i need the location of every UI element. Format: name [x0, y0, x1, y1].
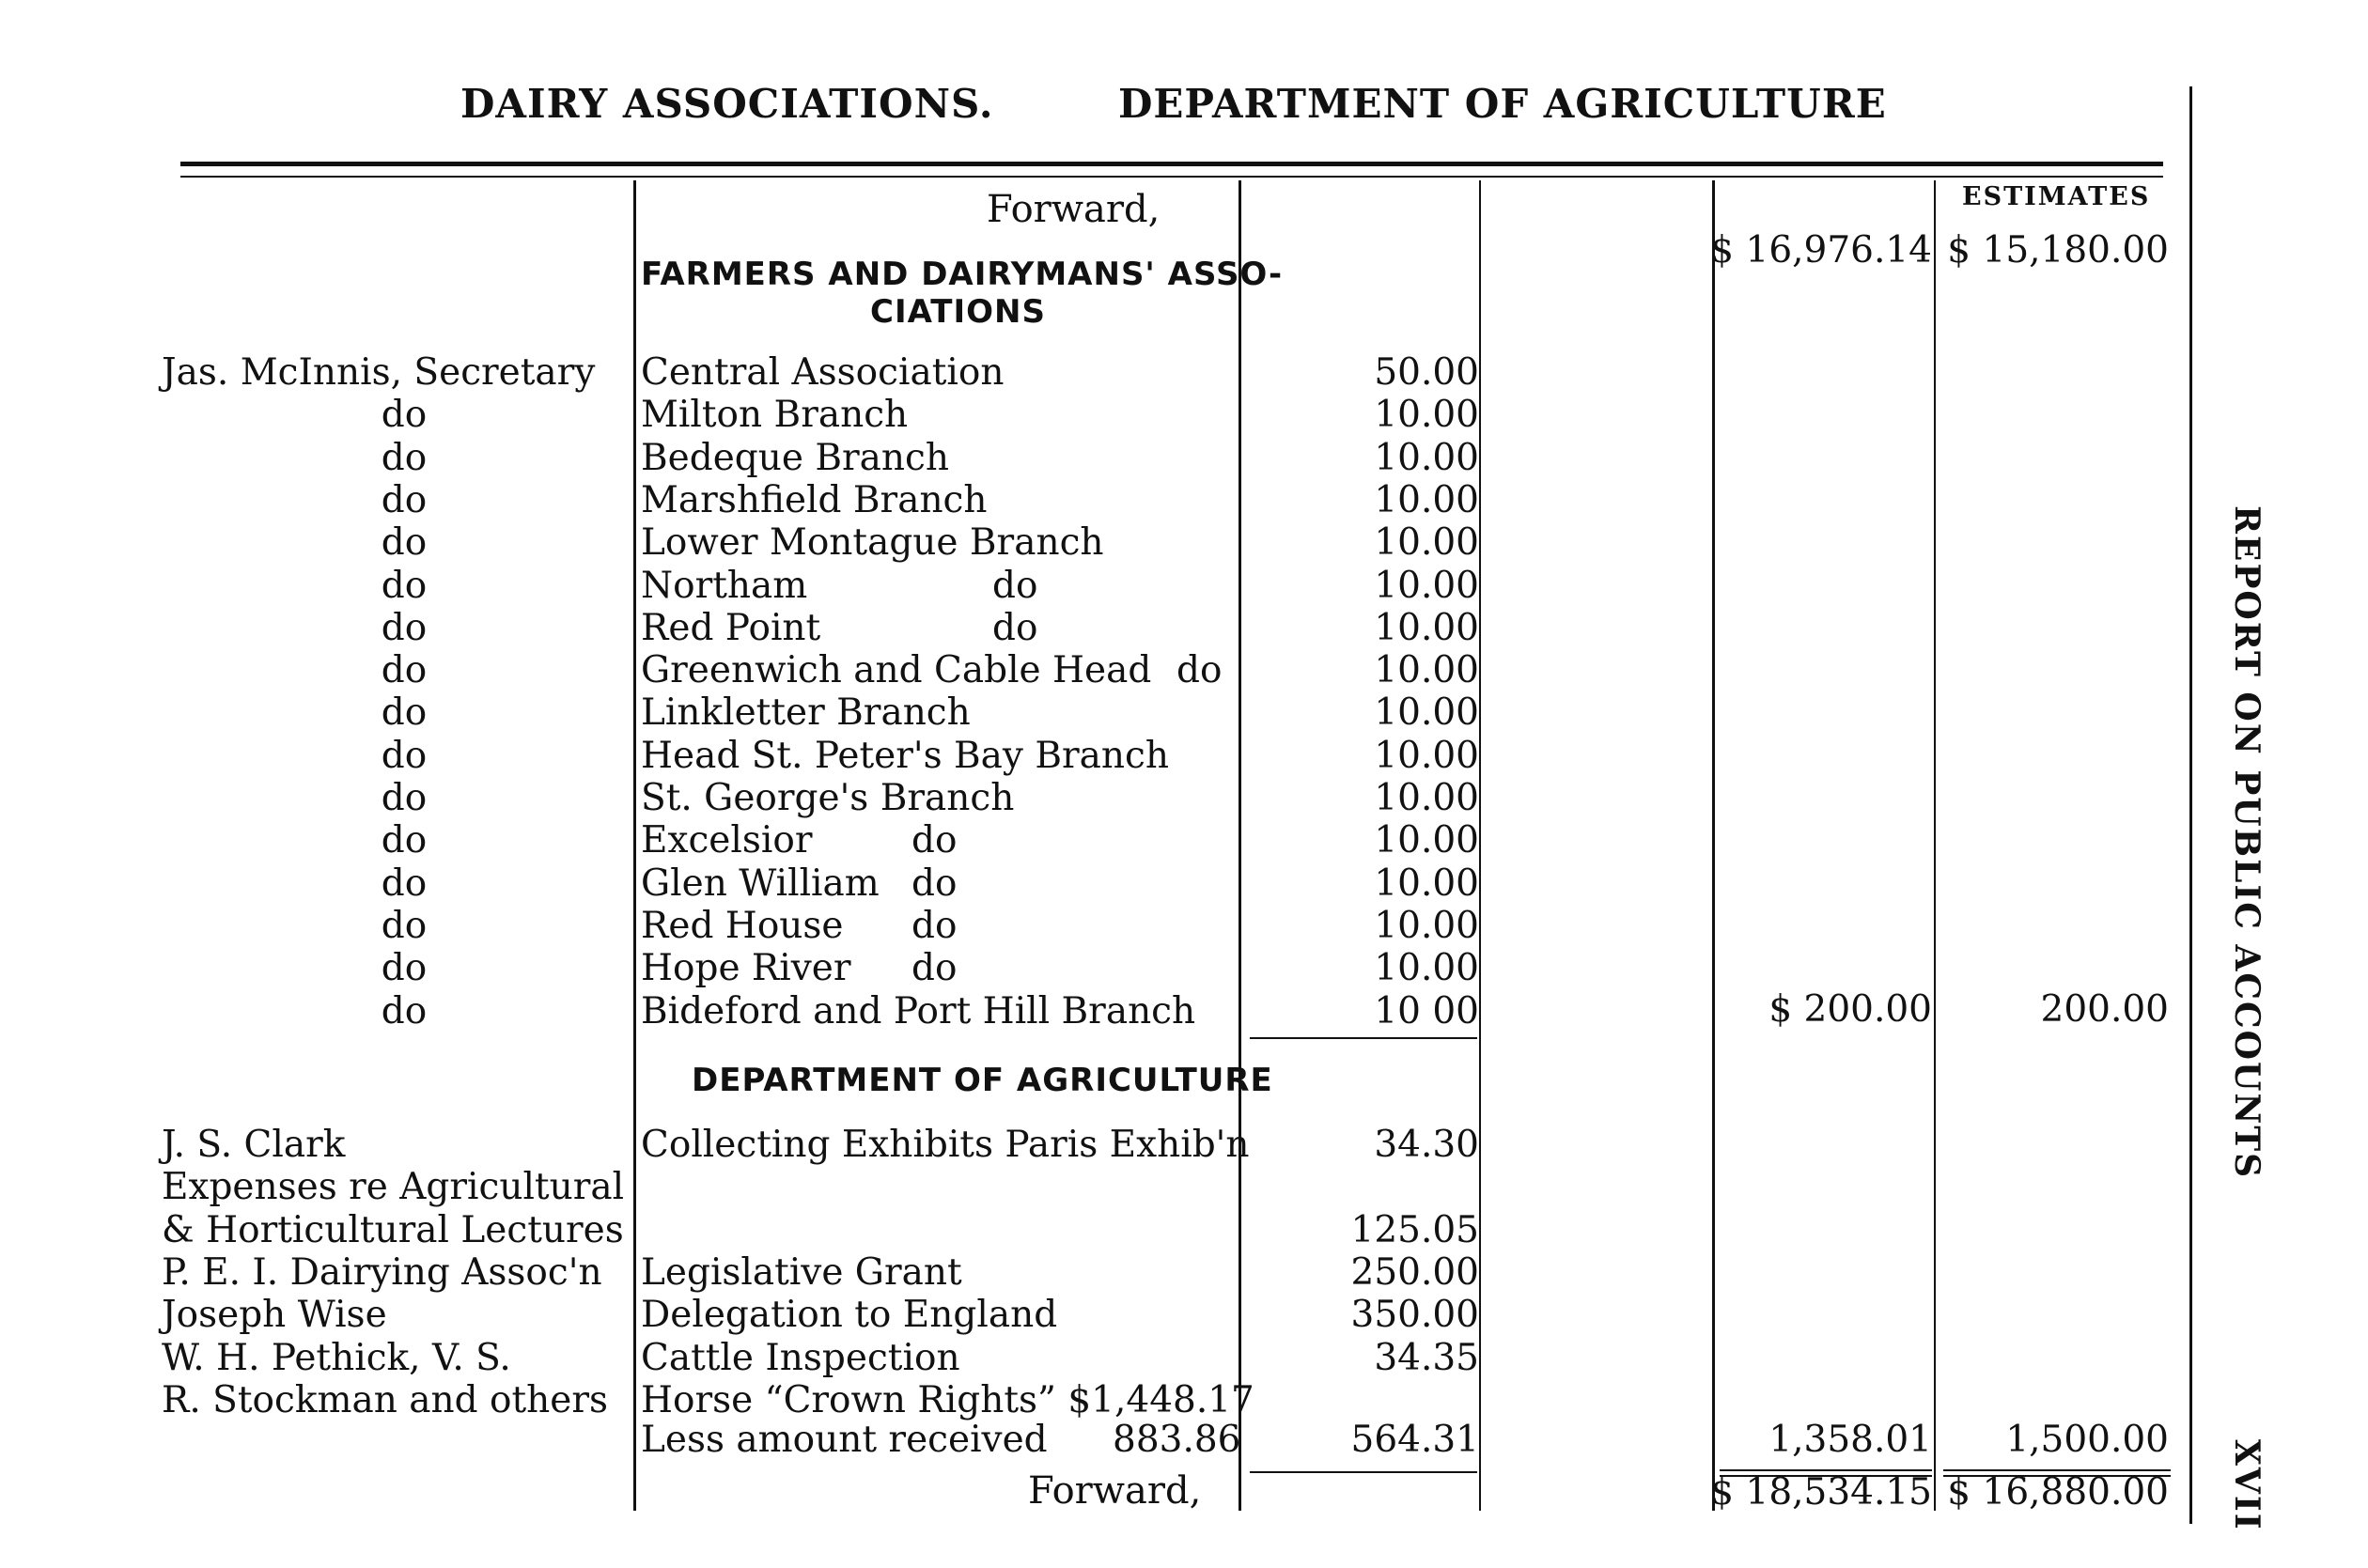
row-payee: do	[381, 819, 428, 862]
row-description: St. George's Branch	[641, 777, 1015, 819]
table-row	[0, 862, 2368, 905]
row-amount: 10.00	[1374, 947, 1479, 989]
section2-heading: DEPARTMENT OF AGRICULTURE	[692, 1062, 1273, 1099]
row-description: Head St. Peter's Bay Branch	[641, 735, 1169, 777]
row-amount: 125.05	[1350, 1209, 1479, 1251]
table-row	[0, 351, 2368, 394]
row-amount: 10 00	[1374, 990, 1479, 1032]
forward-top-label: Forward,	[987, 188, 1161, 231]
row-amount: 10.00	[1374, 905, 1479, 947]
forward-top-total: $ 16,976.14	[1710, 229, 1932, 272]
row-amount: 50.00	[1374, 351, 1479, 394]
row-description: Horse “Crown Rights” $1,448.17	[641, 1379, 1254, 1421]
row-description: Cattle Inspection	[641, 1337, 960, 1379]
table-row	[0, 437, 2368, 479]
row-payee: do	[381, 905, 428, 947]
row-ditto: do	[911, 819, 958, 862]
row-ditto: do	[1176, 649, 1223, 691]
side-vertical-title: REPORT ON PUBLIC ACCOUNTS	[2227, 505, 2267, 1180]
forward-bottom-estimate: $ 16,880.00	[1947, 1471, 2169, 1514]
row-payee: do	[381, 521, 428, 564]
table-row	[0, 819, 2368, 862]
forward-bottom-label: Forward,	[1028, 1469, 1202, 1513]
table-row	[0, 479, 2368, 521]
table-row	[0, 607, 2368, 649]
section1-heading-line1: FARMERS AND DAIRYMANS' ASSO-	[641, 256, 1284, 293]
row-amount: 10.00	[1374, 394, 1479, 436]
row-description: Linkletter Branch	[641, 691, 971, 734]
row-payee: do	[381, 437, 428, 479]
row-description: Delegation to England	[641, 1294, 1058, 1336]
table-row	[0, 394, 2368, 436]
table-row	[0, 565, 2368, 607]
table-row	[0, 521, 2368, 564]
row-description: Legislative Grant	[641, 1251, 962, 1294]
forward-top-estimate: $ 15,180.00	[1947, 229, 2169, 272]
row-amount: 10.00	[1374, 521, 1479, 564]
row-description: Collecting Exhibits Paris Exhib'n	[641, 1124, 1250, 1166]
header-right-title: DEPARTMENT OF AGRICULTURE	[1118, 81, 1887, 127]
row-payee: Joseph Wise	[162, 1294, 387, 1336]
row-amount: 34.35	[1374, 1337, 1479, 1379]
row-payee: do	[381, 735, 428, 777]
table-row	[0, 691, 2368, 734]
bottom-amount-rule	[1250, 1471, 1477, 1473]
less-row-value: 883.86	[1113, 1419, 1241, 1461]
row-payee: R. Stockman and others	[162, 1379, 608, 1421]
table-row	[0, 649, 2368, 691]
row-payee: J. S. Clark	[162, 1124, 346, 1166]
table-row	[0, 735, 2368, 777]
forward-bottom-total: $ 18,534.15	[1710, 1471, 1932, 1514]
row-description: Excelsior	[641, 819, 813, 862]
header-left-title: DAIRY ASSOCIATIONS.	[460, 81, 994, 127]
table-row	[0, 1209, 2368, 1251]
section1-sum-rule	[1250, 1037, 1477, 1039]
table-row	[0, 1294, 2368, 1336]
row-description: Bideford and Port Hill Branch	[641, 990, 1196, 1032]
row-amount: 10.00	[1374, 777, 1479, 819]
table-row	[0, 947, 2368, 989]
row-description: Hope River	[641, 947, 851, 989]
table-row	[0, 1251, 2368, 1294]
row-description: Lower Montague Branch	[641, 521, 1104, 564]
row-description: Marshfield Branch	[641, 479, 988, 521]
row-description: Glen William	[641, 862, 880, 905]
table-row	[0, 777, 2368, 819]
section1-heading-line2: CIATIONS	[870, 293, 1046, 331]
row-payee: do	[381, 479, 428, 521]
row-payee: do	[381, 777, 428, 819]
row-amount: 10.00	[1374, 819, 1479, 862]
row-amount: 10.00	[1374, 862, 1479, 905]
row-amount: 10.00	[1374, 565, 1479, 607]
row-amount: 10.00	[1374, 607, 1479, 649]
less-row-desc: Less amount received	[641, 1419, 1048, 1461]
row-payee: Expenses re Agricultural	[162, 1166, 625, 1208]
section2-estimate: 1,500.00	[2005, 1419, 2169, 1461]
row-ditto: do	[911, 862, 958, 905]
row-amount: 10.00	[1374, 735, 1479, 777]
section1-estimate: 200.00	[2040, 988, 2169, 1031]
row-ditto: do	[911, 905, 958, 947]
row-payee: do	[381, 607, 428, 649]
row-payee: do	[381, 565, 428, 607]
side-page-number: XVII	[2227, 1439, 2267, 1531]
section1-total: $ 200.00	[1768, 988, 1932, 1031]
table-row	[0, 1124, 2368, 1166]
row-payee: W. H. Pethick, V. S.	[162, 1337, 511, 1379]
row-description: Central Association	[641, 351, 1005, 394]
row-payee: do	[381, 691, 428, 734]
row-amount: 350.00	[1350, 1294, 1479, 1336]
row-ditto: do	[992, 607, 1038, 649]
row-amount: 10.00	[1374, 479, 1479, 521]
table-row	[0, 990, 2368, 1032]
table-row	[0, 1166, 2368, 1208]
row-description: Red House	[641, 905, 844, 947]
row-payee: do	[381, 990, 428, 1032]
row-description: Milton Branch	[641, 394, 909, 436]
row-ditto: do	[992, 565, 1038, 607]
row-amount: 10.00	[1374, 649, 1479, 691]
top-rule-thin	[180, 176, 2163, 178]
estimates-label: ESTIMATES	[1962, 182, 2151, 211]
section2-total: 1,358.01	[1768, 1419, 1932, 1461]
row-payee: do	[381, 394, 428, 436]
row-payee: & Horticultural Lectures	[162, 1209, 624, 1251]
top-rule-thick	[180, 162, 2163, 166]
table-row	[0, 1379, 2368, 1421]
row-amount: 34.30	[1374, 1124, 1479, 1166]
row-ditto: do	[911, 947, 958, 989]
row-description: Red Point	[641, 607, 821, 649]
less-row-amount: 564.31	[1350, 1419, 1479, 1461]
row-payee: do	[381, 649, 428, 691]
row-payee: Jas. McInnis, Secretary	[162, 351, 596, 394]
table-row	[0, 1337, 2368, 1379]
row-payee: P. E. I. Dairying Assoc'n	[162, 1251, 602, 1294]
row-description: Northam	[641, 565, 808, 607]
row-description: Greenwich and Cable Head	[641, 649, 1152, 691]
row-payee: do	[381, 947, 428, 989]
row-description: Bedeque Branch	[641, 437, 949, 479]
row-amount: 10.00	[1374, 437, 1479, 479]
table-row	[0, 905, 2368, 947]
row-amount: 10.00	[1374, 691, 1479, 734]
row-payee: do	[381, 862, 428, 905]
row-amount: 250.00	[1350, 1251, 1479, 1294]
